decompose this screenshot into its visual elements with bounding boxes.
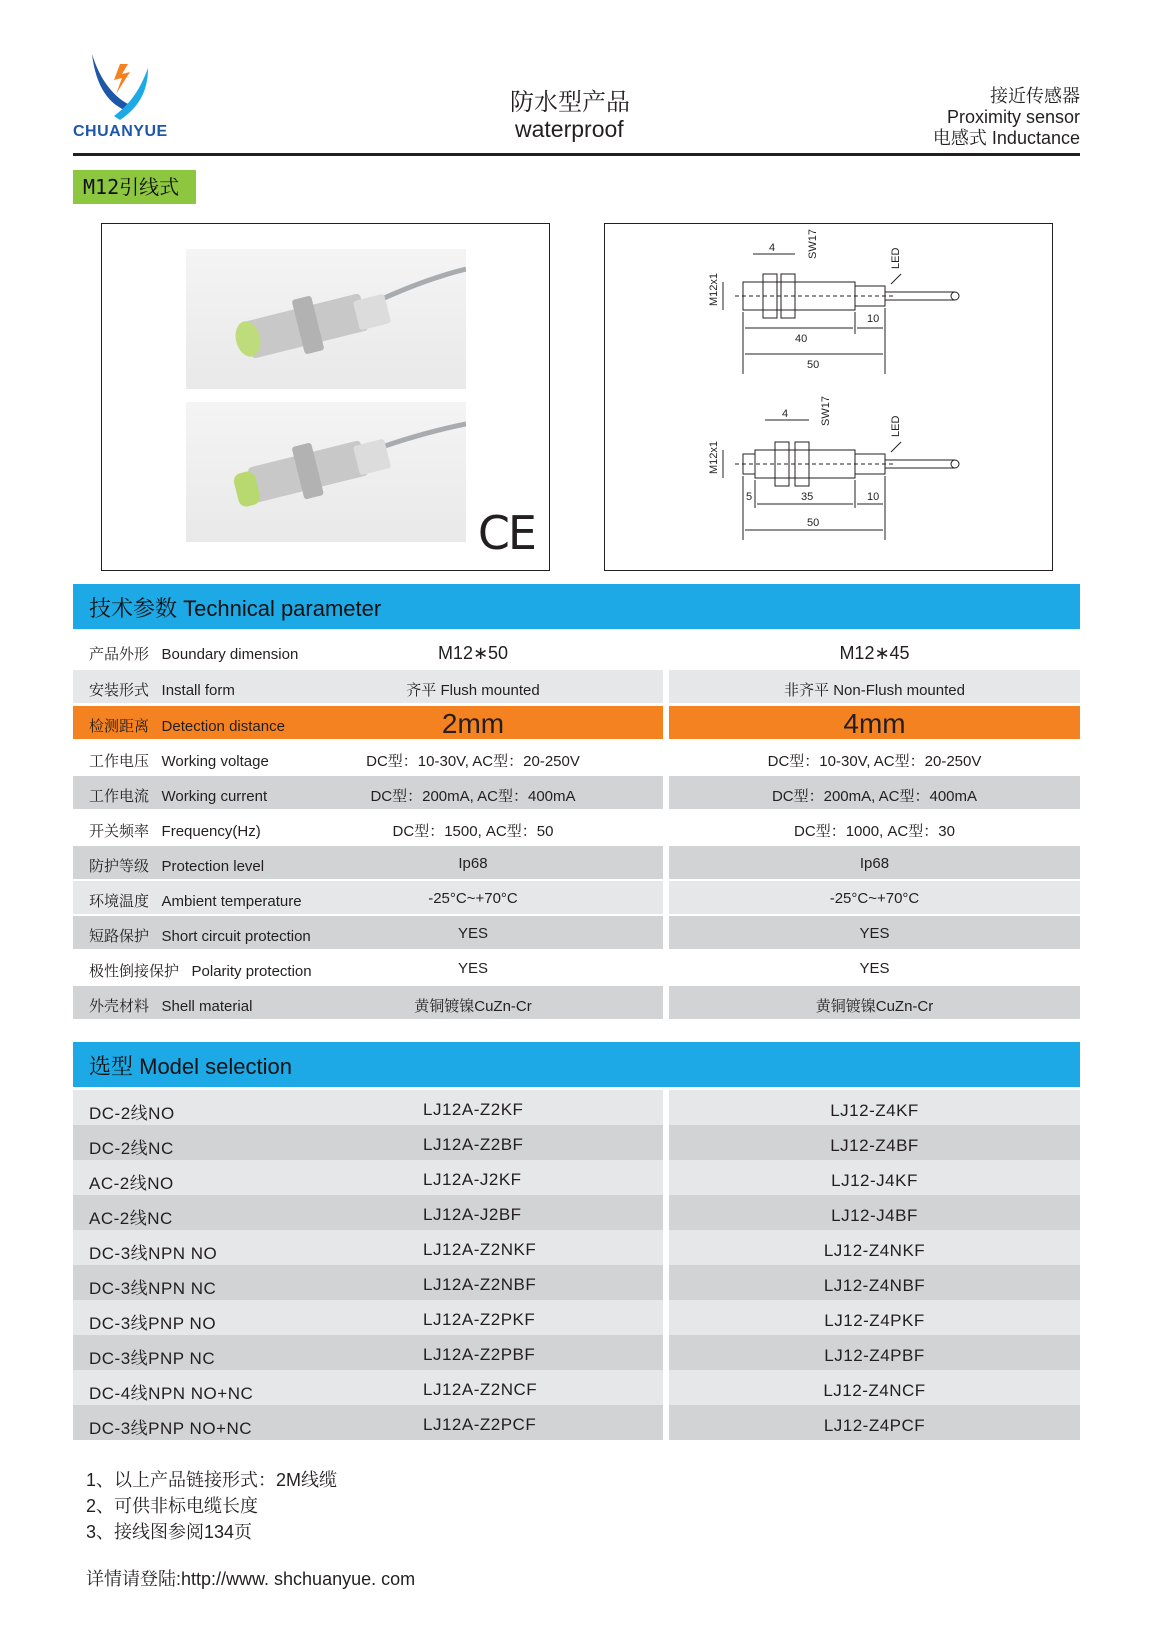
tech-label: 防护等级 Protection level	[89, 858, 265, 875]
label-led-2: LED	[890, 415, 902, 437]
notes	[86, 1467, 337, 1545]
brand-name: CHUANYUE	[73, 123, 168, 140]
tech-flush-value: 黄铜镀镍CuZn-Cr	[414, 998, 532, 1015]
sensor-type: 电感式 Inductance	[932, 128, 1080, 148]
product-photo-panel	[101, 223, 550, 571]
tech-label: 产品外形 Boundary dimension	[89, 646, 299, 663]
label-thread-1: M12x1	[708, 272, 720, 306]
tech-label: 短路保护 Short circuit protection	[89, 928, 311, 945]
tech-flush-value: 齐平 Flush mounted	[406, 682, 540, 699]
tech-row-short-circuit	[73, 916, 1080, 949]
model-row: DC-3线NPN NO LJ12A-Z2NKF LJ12-Z4NKF	[73, 1230, 1080, 1265]
tech-label: 安装形式 Install form	[89, 682, 235, 699]
tech-row-dimension	[73, 634, 1080, 667]
model-row: DC-3线PNP NO+NC LJ12A-Z2PCF LJ12-Z4PCF	[73, 1405, 1080, 1440]
tech-flush-value: DC型：1500, AC型：50	[392, 823, 554, 840]
page-title-cn: 防水型产品	[510, 89, 630, 116]
note-item: 2、可供非标电缆长度	[86, 1496, 259, 1516]
tech-label: 环境温度 Ambient temperature	[89, 893, 302, 910]
tech-label: 外壳材料 Shell material	[89, 998, 253, 1015]
tech-flush-value: 2mm	[441, 708, 505, 739]
tech-nonflush-value: DC型：1000, AC型：30	[794, 823, 955, 840]
note-item: 3、接线图参阅134页	[86, 1522, 253, 1542]
category-cn: 接近传感器	[990, 86, 1080, 106]
label-wrench-1: SW17	[807, 229, 819, 259]
tech-label: 工作电流 Working current	[89, 788, 268, 805]
model-row: DC-2线NC LJ12A-Z2BF LJ12-Z4BF	[73, 1125, 1080, 1160]
tech-nonflush-value: 黄铜镀镍CuZn-Cr	[815, 998, 934, 1015]
tech-nonflush-value: YES	[859, 925, 890, 942]
tech-row-detection	[73, 706, 1080, 739]
model-row: DC-3线NPN NC LJ12A-Z2NBF LJ12-Z4NBF	[73, 1265, 1080, 1300]
product-series-tag: M12引线式	[73, 170, 196, 204]
model-row: AC-2线NO LJ12A-J2KF LJ12-J4KF	[73, 1160, 1080, 1195]
drawing-flush-labels	[708, 229, 902, 371]
model-section-header: 选型 Model selection	[73, 1042, 1080, 1087]
sensor-image-2	[186, 402, 466, 532]
label-len-thread-2: 35	[801, 491, 814, 503]
tech-nonflush-value: M12∗45	[839, 643, 910, 663]
tech-flush-value: YES	[457, 960, 488, 977]
page-title-en: waterproof	[515, 116, 624, 142]
label-len-total-2: 50	[807, 517, 820, 529]
dimension-drawing-panel	[604, 223, 1053, 571]
tech-nonflush-value: Ip68	[859, 855, 890, 872]
label-led-1: LED	[890, 247, 902, 269]
tech-row-polarity	[73, 951, 1080, 984]
tech-row-temperature	[73, 881, 1080, 914]
tech-flush-value: YES	[457, 925, 488, 942]
tech-nonflush-value: DC型：10-30V, AC型：20-250V	[767, 753, 982, 770]
ce-mark: CE	[477, 506, 535, 560]
label-len-tail-2: 10	[867, 491, 880, 503]
tech-row-frequency	[73, 811, 1080, 844]
tech-flush-value: DC型：200mA, AC型：400mA	[370, 788, 576, 805]
tech-row-shell	[73, 986, 1080, 1019]
label-nut-1: 4	[769, 242, 776, 254]
category-en: Proximity sensor	[946, 107, 1080, 127]
model-row: DC-4线NPN NO+NC LJ12A-Z2NCF LJ12-Z4NCF	[73, 1370, 1080, 1405]
tech-label: 极性倒接保护 Polarity protection	[89, 963, 312, 980]
tech-flush-value: -25°C~+70°C	[428, 890, 518, 907]
label-len-tail-1: 10	[867, 313, 880, 325]
header-category	[933, 86, 1080, 149]
tech-row-voltage	[73, 741, 1080, 774]
sensor-photo-flush	[186, 249, 466, 389]
drawing-nonflush-labels	[708, 396, 902, 529]
footer-website[interactable]: 详情请登陆:http://www. shchuanyue. com	[86, 1569, 416, 1589]
drawing-nonflush	[723, 420, 959, 540]
dimension-drawings	[605, 224, 1052, 570]
label-len-thread-1: 40	[795, 333, 808, 345]
label-len-head-2: 5	[746, 491, 753, 503]
tech-flush-value: Ip68	[458, 855, 488, 872]
tech-nonflush-value: 4mm	[843, 708, 906, 739]
tech-row-install	[73, 670, 1080, 703]
tech-nonflush-value: YES	[859, 960, 890, 977]
tech-label: 检测距离 Detection distance	[89, 718, 285, 735]
header-divider	[73, 153, 1080, 156]
tech-label: 开关频率 Frequency(Hz)	[89, 823, 261, 840]
tech-nonflush-value: 非齐平 Non-Flush mounted	[784, 682, 965, 699]
model-row: AC-2线NC LJ12A-J2BF LJ12-J4BF	[73, 1195, 1080, 1230]
sensor-photo-nonflush	[186, 402, 466, 542]
sensor-image-1	[186, 249, 466, 389]
tech-nonflush-value: DC型：200mA, AC型：400mA	[771, 788, 978, 805]
tech-row-current	[73, 776, 1080, 809]
label-wrench-2: SW17	[820, 396, 832, 426]
label-thread-2: M12x1	[708, 440, 720, 474]
tech-flush-value: DC型：10-30V, AC型：20-250V	[366, 753, 580, 770]
note-item: 1、以上产品链接形式：2M线缆	[86, 1470, 338, 1490]
label-nut-2: 4	[782, 408, 789, 420]
tech-flush-value: M12∗50	[437, 643, 509, 663]
label-len-total-1: 50	[807, 359, 820, 371]
tech-label: 工作电压 Working voltage	[89, 753, 269, 770]
tech-row-protection	[73, 846, 1080, 879]
tech-nonflush-value: -25°C~+70°C	[829, 890, 920, 907]
model-row: DC-2线NO LJ12A-Z2KF LJ12-Z4KF	[73, 1090, 1080, 1125]
drawing-flush	[723, 254, 959, 374]
tech-section-header: 技术参数 Technical parameter	[73, 584, 1080, 629]
model-row: DC-3线PNP NO LJ12A-Z2PKF LJ12-Z4PKF	[73, 1300, 1080, 1335]
model-row: DC-3线PNP NC LJ12A-Z2PBF LJ12-Z4PBF	[73, 1335, 1080, 1370]
